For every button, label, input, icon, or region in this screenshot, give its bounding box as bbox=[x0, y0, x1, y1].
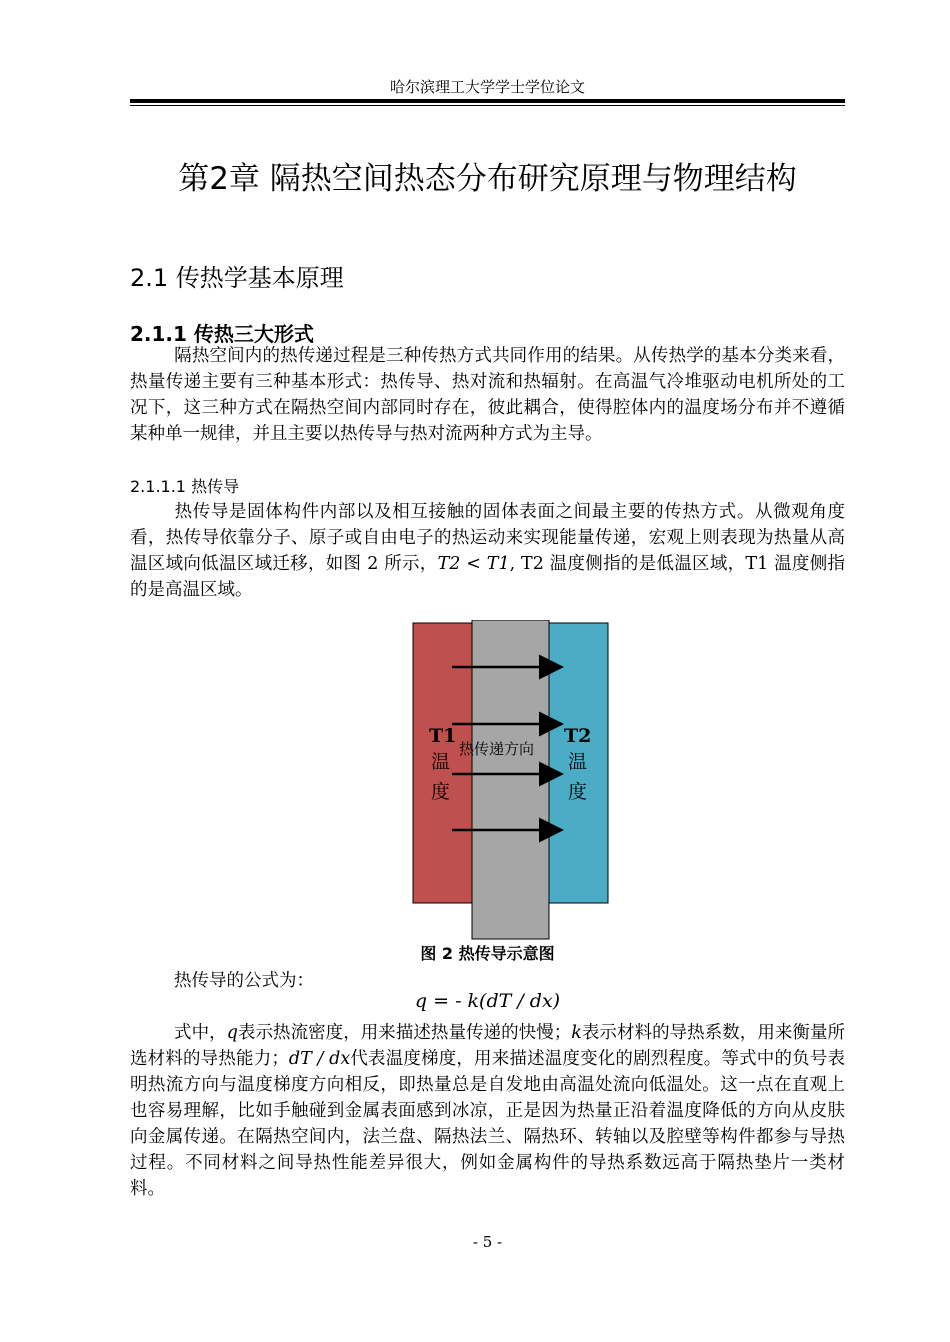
paragraph-2-tail: , T2 温度侧指的是低温区域，T1 温度侧指的是高温区域。 bbox=[130, 554, 845, 600]
figure-caption: 图 2 热传导示意图 bbox=[420, 944, 555, 963]
paragraph-2 bbox=[130, 499, 845, 603]
paragraph-3-s2: 表示热流密度，用来描述热量传递的快慢； bbox=[237, 1023, 572, 1043]
symbol-gradient: dT / dx bbox=[288, 1049, 351, 1069]
t1-char-2: 度 bbox=[431, 781, 451, 803]
conduction-formula: q = - k(dT / dx) bbox=[414, 990, 561, 1012]
chapter-title: 第2章 隔热空间热态分布研究原理与物理结构 bbox=[178, 161, 797, 197]
symbol-k: k bbox=[571, 1023, 582, 1043]
section-title: 2.1 传热学基本原理 bbox=[130, 264, 344, 292]
running-header: 哈尔滨理工大学学士学位论文 bbox=[389, 78, 585, 96]
symbol-q: q bbox=[226, 1023, 238, 1043]
page-number: - 5 - bbox=[472, 1233, 503, 1251]
paragraph-3-s4: 代表温度梯度，用来描述温度变化的剧烈程度。等式中的负号表明热流方向与温度梯度方向相反，即热量总是自发地由高温处流向低温处。这一点在直观上也容易理解，比如手触碰到金属表面感到冰凉，正是因为热量正沿着温度降低的方向从皮肤向金属传递。在隔热空间内，法兰盘、隔热法兰、隔热环、转轴以及腔壁等构件都参与导热过程。不同材料之间导热性能差异很大，例如金属构件的导热系数远高于隔热垫片一类材料。 bbox=[130, 1049, 845, 1199]
paragraph-1 bbox=[130, 343, 845, 447]
t2-char-2: 度 bbox=[568, 781, 588, 803]
heat-direction-label: 热传递方向 bbox=[459, 740, 535, 758]
subsubsection-title: 2.1.1.1 热传导 bbox=[130, 477, 240, 496]
header-rule-thick bbox=[130, 99, 845, 103]
subsection-title: 2.1.1 传热三大形式 bbox=[130, 322, 314, 346]
t1-char-1: 温 bbox=[431, 751, 451, 773]
paragraph-1-text: 隔热空间内的热传递过程是三种传热方式共同作用的结果。从传热学的基本分类来看，热量传递主要有三种基本形式：热传导、热对流和热辐射。在高温气冷堆驱动电机所处的工况下，这三种方式在隔热空间内部同时存在，彼此耦合，使得腔体内的温度场分布并不遵循某种单一规律，并且主要以热传导与热对流两种方式为主导。 bbox=[130, 346, 845, 444]
t1-label: T1 bbox=[429, 725, 457, 747]
formula-intro: 热传导的公式为： bbox=[174, 971, 314, 991]
header-rule-thin bbox=[130, 105, 845, 106]
inequality-math: T2 < T1 bbox=[437, 554, 510, 574]
heat-conduction-figure bbox=[412, 620, 610, 940]
t2-char-1: 温 bbox=[568, 751, 588, 773]
paragraph-3-s3: 表示材料的导热系数，用来衡量所选材料的导热能力； bbox=[130, 1023, 846, 1069]
paragraph-3 bbox=[130, 1020, 845, 1202]
t2-label: T2 bbox=[564, 725, 592, 747]
paragraph-3-s1: 式中， bbox=[174, 1023, 227, 1043]
paragraph-2-text: 热传导是固体构件内部以及相互接触的固体表面之间最主要的传热方式。从微观角度看，热传导依靠分子、原子或自由电子的热运动来实现能量传递，宏观上则表现为热量从高温区域向低温区域迁移，如图 2 所示， bbox=[130, 502, 845, 574]
